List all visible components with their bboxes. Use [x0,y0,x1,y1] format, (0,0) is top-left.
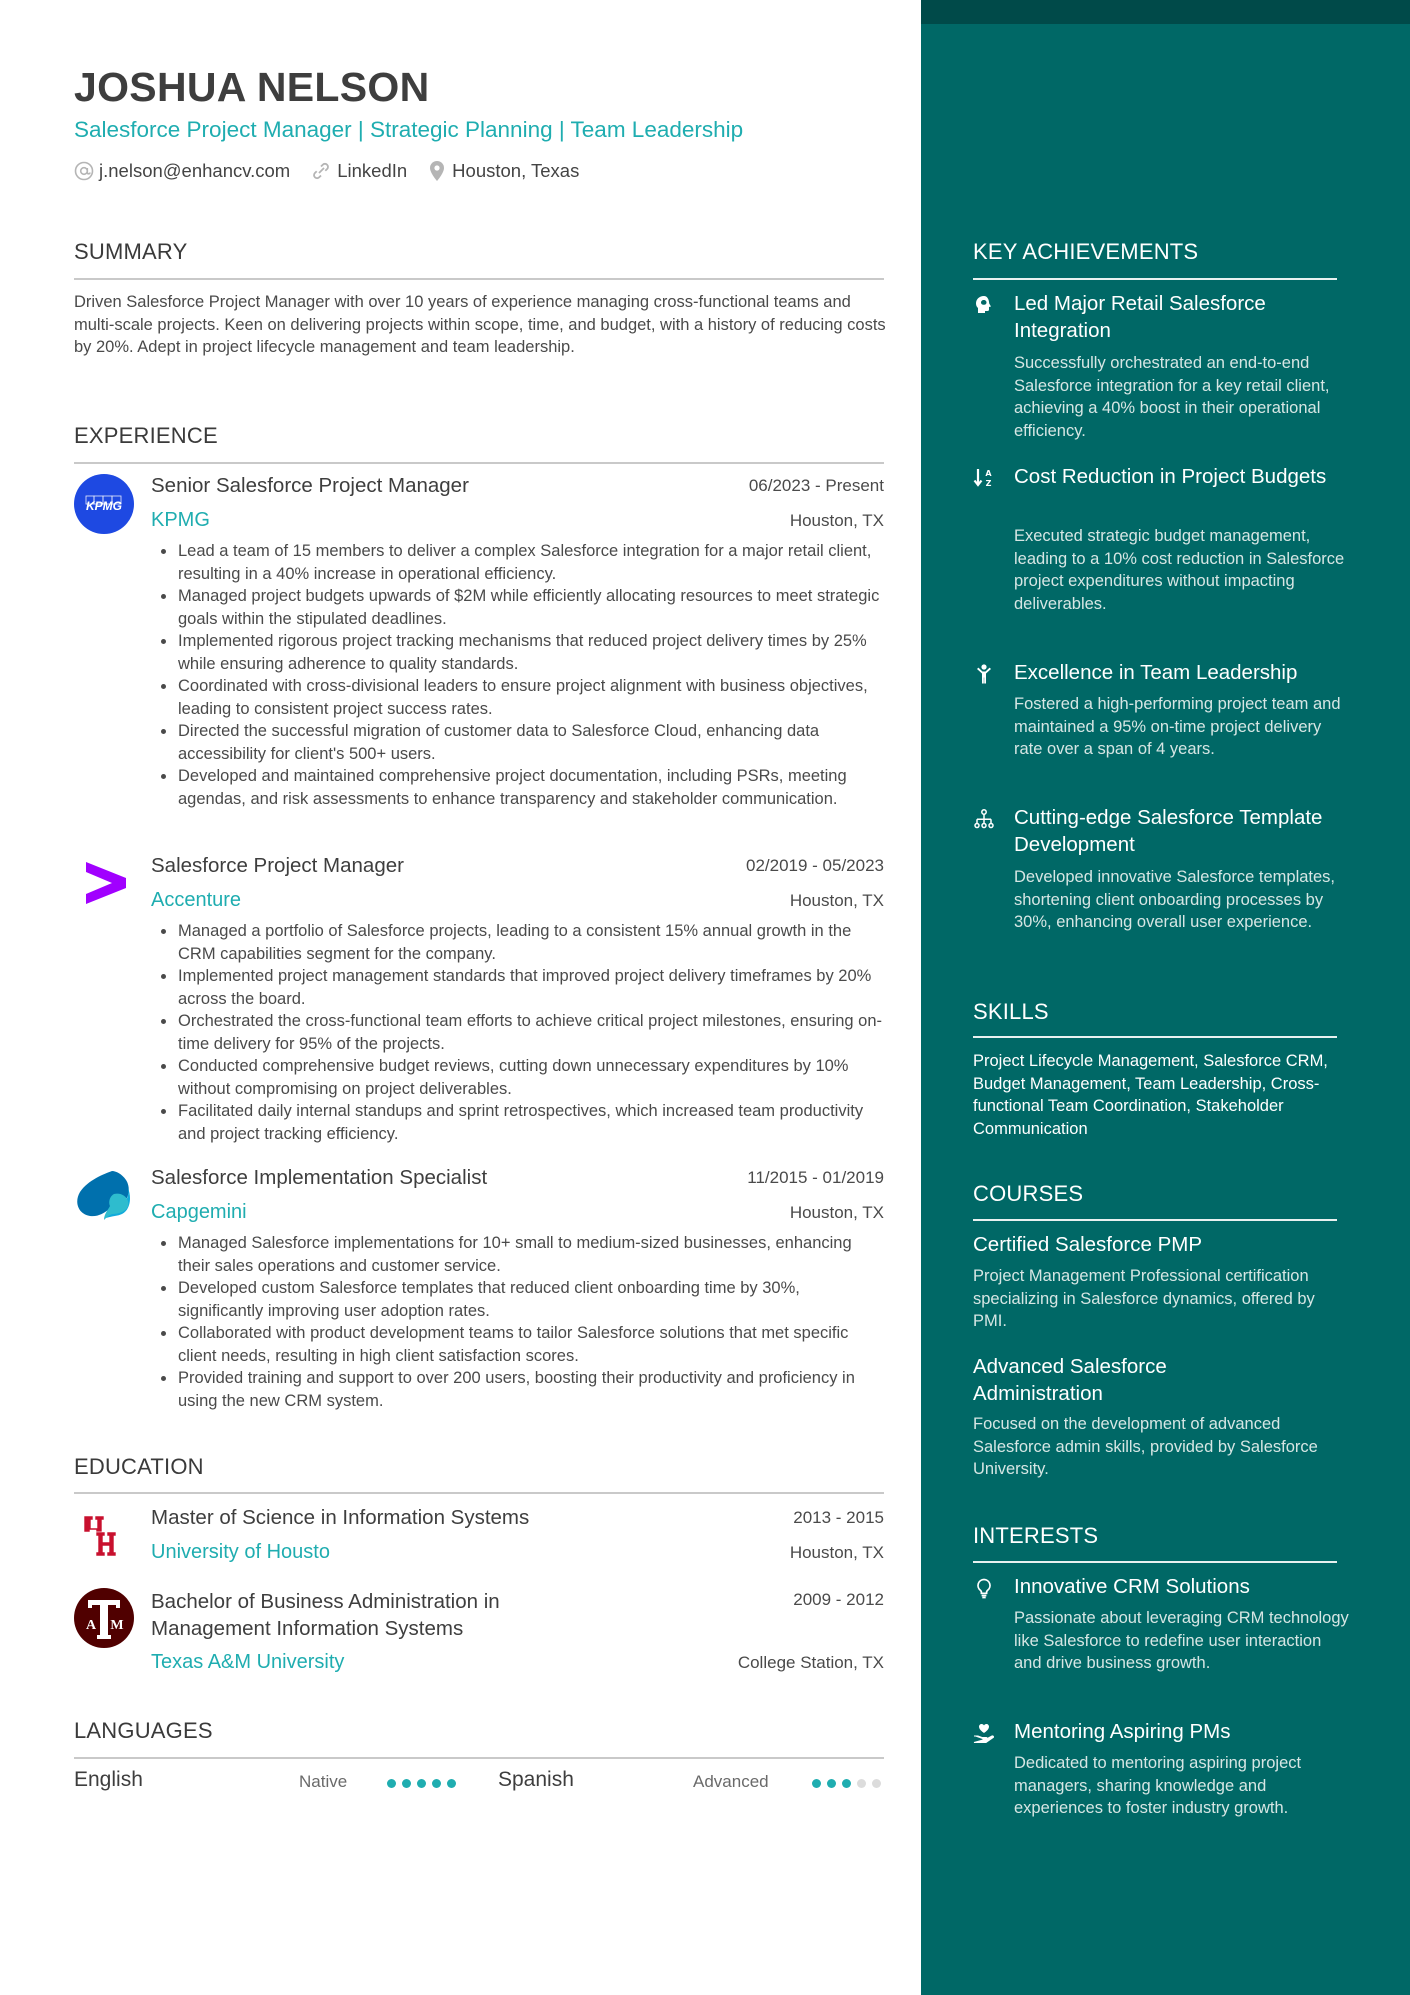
svg-text:KPMG: KPMG [86,499,122,513]
divider [973,1036,1337,1038]
job-dates: 06/2023 - Present [748,476,884,495]
bullet: Lead a team of 15 members to deliver a complex Salesforce integration for a major retail client, resulting in a 40% increase in operational efficiency. [151,540,884,585]
degree: Bachelor of Business Administration in Management Information Systems [151,1590,500,1640]
dot-filled [432,1779,441,1788]
company-name: Capgemini [151,1201,247,1223]
bullet: Facilitated daily internal standups and sprint retrospectives, which increased team productivity and project tracking efficiency. [151,1100,884,1145]
job-location: Houston, TX [789,511,884,530]
divider [74,1492,884,1494]
divider [74,1757,884,1759]
job-dates: 02/2019 - 05/2023 [745,856,884,875]
achievement-desc: Fostered a high-performing project team and maintained a 95% on-time project delivery rate over a span of 4 years. [1014,695,1341,758]
job-bullets [151,540,884,810]
bullet: Conducted comprehensive budget reviews, cutting down unnecessary expenditures by 10% without compromising on project deliverables. [151,1055,884,1100]
education-heading: EDUCATION [74,1454,204,1479]
job-location: Houston, TX [789,891,884,910]
svg-text:A: A [85,1618,97,1633]
sort-az-icon [973,467,995,489]
dot-filled [447,1779,456,1788]
hand-heart-icon [973,1722,995,1744]
email-text: j.nelson@enhancv.com [99,160,291,181]
job-title: Salesforce Implementation Specialist [151,1166,488,1189]
job-title: Salesforce Project Manager [151,854,404,877]
languages-heading: LANGUAGES [74,1718,213,1743]
bullet: Managed Salesforce implementations for 10+ small to medium-sized businesses, enhancing their sales operations and customer service. [151,1232,884,1277]
dot-filled [842,1779,851,1788]
linkedin-text: LinkedIn [337,160,408,181]
sidebar [921,0,1410,1995]
bullet: Collaborated with product development teams to tailor Salesforce solutions that met specific client needs, resulting in high client satisfaction scores. [151,1322,884,1367]
svg-text:Z: Z [985,479,992,488]
link-icon [310,161,332,181]
school-name: Texas A&M University [151,1651,345,1673]
company-name: Accenture [151,889,242,911]
skills-heading: SKILLS [973,999,1049,1024]
degree: Master of Science in Information Systems [151,1506,530,1529]
divider [74,462,884,464]
experience-heading: EXPERIENCE [74,423,218,448]
dot-filled [387,1779,396,1788]
language-level: Advanced [693,1772,769,1791]
location-pin-icon [427,160,447,182]
bullet: Provided training and support to over 200 users, boosting their productivity and proficiency in using the new CRM system. [151,1367,884,1412]
bullet: Developed and maintained comprehensive project documentation, including PSRs, meeting agendas, and risk assessments to enhance transparency and stakeholder communication. [151,765,884,810]
at-icon [74,161,94,181]
achievement-title: Excellence in Team Leadership [1014,661,1298,684]
divider [74,278,884,280]
edu-dates: 2009 - 2012 [793,1590,884,1609]
bullet: Orchestrated the cross-functional team efforts to achieve critical project milestones, ensuring on-time delivery for 95% of the projects. [151,1010,884,1055]
interests-heading: INTERESTS [973,1523,1099,1548]
bullet: Managed a portfolio of Salesforce projects, leading to a consistent 15% annual growth in the CRM capabilities segment for the company. [151,920,884,965]
summary-text: Driven Salesforce Project Manager with over 10 years of experience managing cross-functional teams and multi-scale projects. Keen on delivering projects within scope, time, and budget, with a history of reducing costs by 20%. Adept in project lifecycle management and team leadership. [74,293,886,356]
dot-empty [872,1779,881,1788]
divider [973,1219,1337,1221]
proficiency-dots [387,1779,462,1788]
dot-filled [417,1779,426,1788]
contact-bar [74,160,599,182]
capgemini-logo-icon [74,1166,134,1226]
accenture-logo-icon [74,854,134,914]
kpmg-logo-icon [74,474,134,534]
contact-linkedin[interactable] [310,160,407,182]
edu-location: College Station, TX [737,1653,884,1672]
job-title: Senior Salesforce Project Manager [151,474,469,497]
uh-logo-icon [74,1506,134,1566]
candidate-name: JOSHUA NELSON [74,64,430,110]
achievement-desc: Successfully orchestrated an end-to-end Salesforce integration for a key retail client, achieving a 40% boost in their operational efficiency. [1014,354,1330,440]
tamu-logo-icon [74,1588,134,1648]
divider [973,1561,1337,1563]
contact-location [427,160,579,182]
achievement-title: Cutting-edge Salesforce Template Development [1014,806,1323,856]
languages-row [74,1768,884,1798]
dot-filled [402,1779,411,1788]
bullet: Implemented rigorous project tracking mechanisms that reduced project delivery times by 25% while ensuring adherence to quality standards. [151,630,884,675]
head-brain-icon [973,294,995,316]
edu-location: Houston, TX [789,1543,884,1562]
interest-title: Mentoring Aspiring PMs [1014,1720,1231,1743]
dot-filled [827,1779,836,1788]
job-dates: 11/2015 - 01/2019 [747,1168,884,1187]
key-achievements-heading: KEY ACHIEVEMENTS [973,239,1199,264]
achievement-title: Led Major Retail Salesforce Integration [1014,292,1266,342]
skills-list: Project Lifecycle Management, Salesforce CRM, Budget Management, Team Leadership, Cross-functional Team Coordination, Stakeholder Communication [973,1052,1328,1138]
bullet: Coordinated with cross-divisional leaders to ensure project alignment with business objectives, leading to consistent project success rates. [151,675,884,720]
interest-desc: Dedicated to mentoring aspiring project managers, sharing knowledge and experiences to foster industry growth. [1014,1754,1302,1817]
divider [973,278,1337,280]
achievement-desc: Executed strategic budget management, leading to a 10% cost reduction in Salesforce project expenditures without impacting deliverables. [1014,527,1345,613]
lightbulb-icon [973,1577,995,1599]
summary-heading: SUMMARY [74,239,188,264]
svg-text:A: A [985,469,992,478]
bullet: Directed the successful migration of customer data to Salesforce Cloud, enhancing data accessibility for client's 500+ users. [151,720,884,765]
language-name: Spanish [498,1768,574,1791]
dot-empty [857,1779,866,1788]
language-name: English [74,1768,143,1791]
school-name: University of Housto [151,1541,330,1563]
bullet: Developed custom Salesforce templates that reduced client onboarding time by 30%, significantly improving user adoption rates. [151,1277,884,1322]
courses-heading: COURSES [973,1181,1084,1206]
proficiency-dots [812,1779,887,1788]
edu-dates: 2013 - 2015 [793,1508,884,1527]
achievement-desc: Developed innovative Salesforce templates, shortening client onboarding processes by 30%, enhancing overall user experience. [1014,868,1336,931]
job-bullets [151,920,884,1145]
course-title: Certified Salesforce PMP [973,1233,1203,1256]
headline: Salesforce Project Manager | Strategic Planning | Team Leadership [74,117,744,142]
interest-title: Innovative CRM Solutions [1014,1575,1250,1598]
person-arms-up-icon [973,663,995,685]
interest-desc: Passionate about leveraging CRM technology like Salesforce to redefine user interaction and drive business growth. [1014,1609,1349,1672]
location-text: Houston, Texas [452,160,580,181]
dot-filled [812,1779,821,1788]
language-level: Native [299,1772,348,1791]
course-desc: Project Management Professional certification specializing in Salesforce dynamics, offered by PMI. [973,1267,1315,1330]
course-title: Advanced Salesforce Administration [973,1355,1167,1405]
bullet: Managed project budgets upwards of $2M while efficiently allocating resources to meet strategic goals within the stipulated deadlines. [151,585,884,630]
svg-text:M: M [110,1618,124,1633]
contact-email[interactable] [74,160,290,182]
bullet: Implemented project management standards that improved project delivery timeframes by 20% across the board. [151,965,884,1010]
sidebar-top-band [921,0,1410,24]
achievement-title: Cost Reduction in Project Budgets [1014,465,1327,488]
job-location: Houston, TX [789,1203,884,1222]
company-name: KPMG [151,509,210,531]
hierarchy-icon [973,808,995,830]
job-bullets [151,1232,884,1412]
course-desc: Focused on the development of advanced Salesforce admin skills, provided by Salesforce University. [973,1415,1318,1478]
